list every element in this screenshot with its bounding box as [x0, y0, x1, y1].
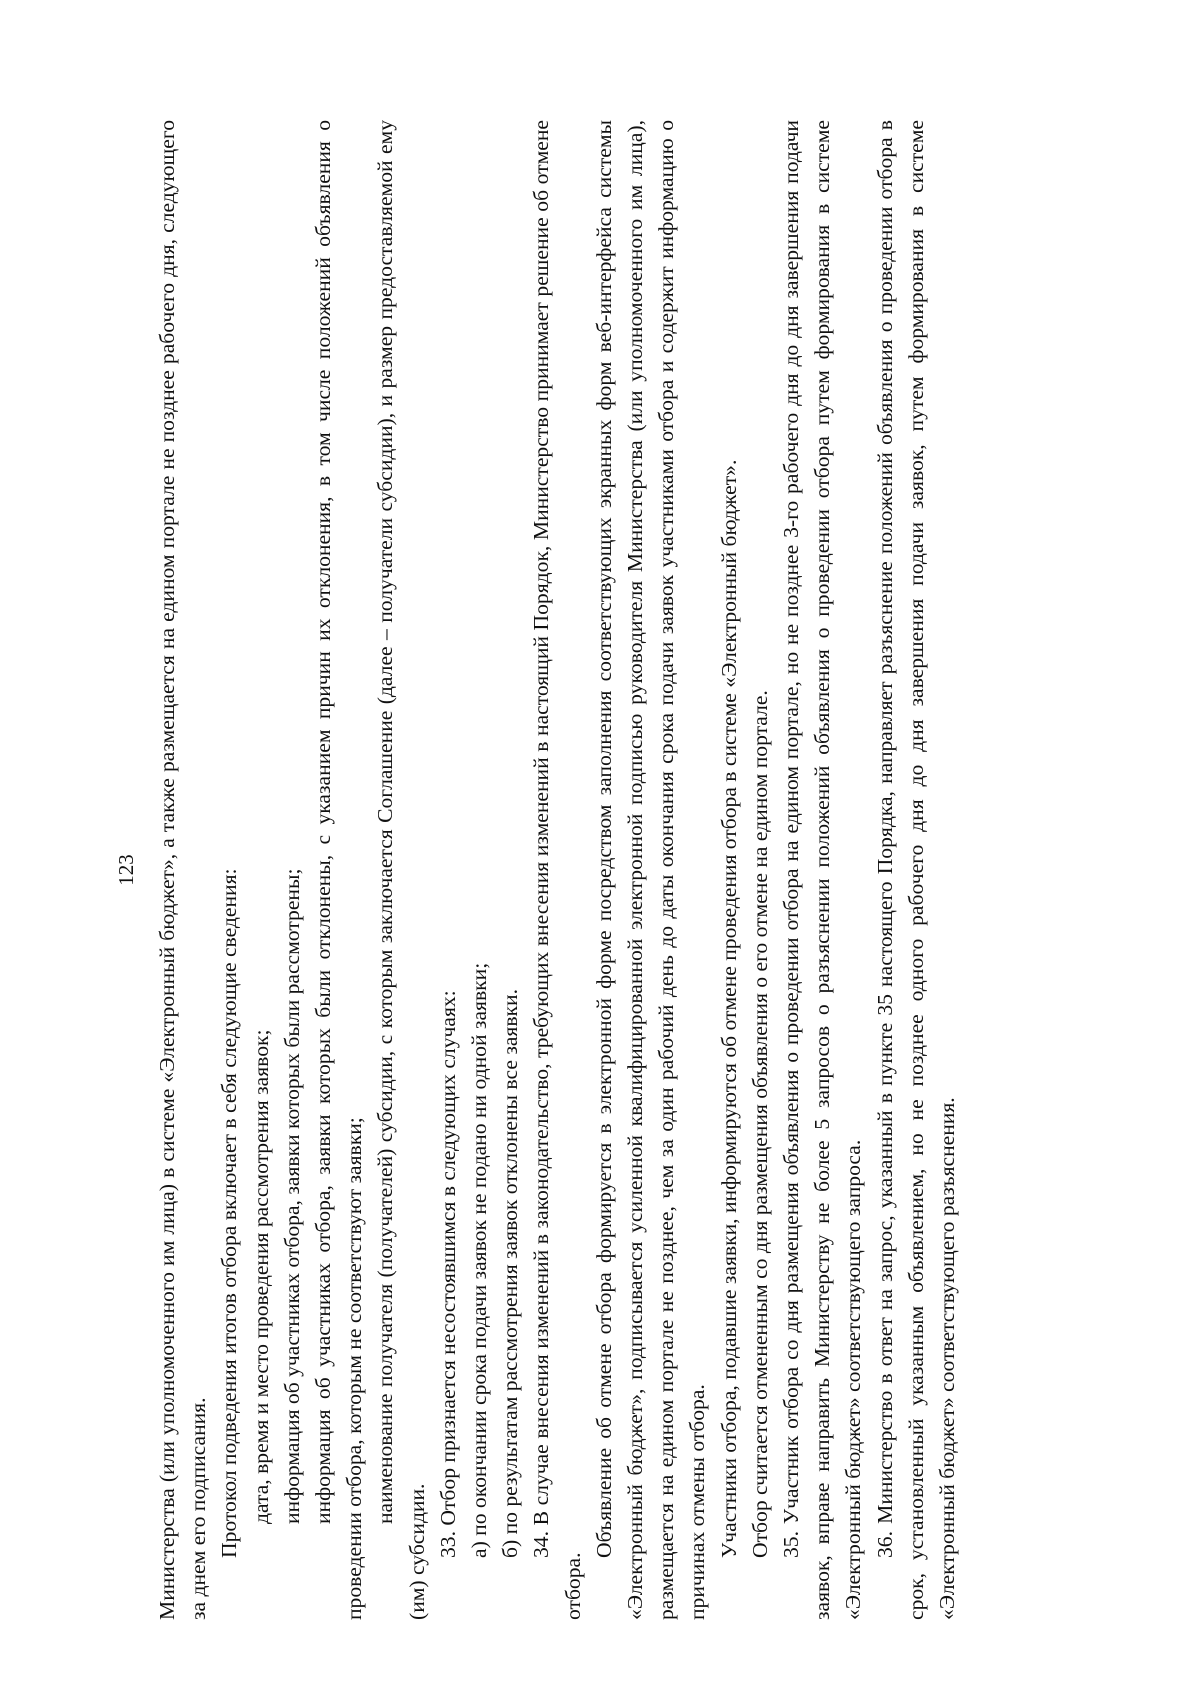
paragraph-rejected-info: информация об участниках отбора, заявки которых были отклонены, с указанием причин их отклонения, в том числе положений объявления о проведении отбора, которым не соответствуют заявки; — [311, 120, 367, 1620]
paragraph-cancel-notice: Объявление об отмене отбора формируется в электронной форме посредством заполнения соответствующих экранных форм веб-интерфейса системы «Электронный бюджет», подписывается усиленной квалифицированной электронной подписью руководителя Министерства (или уполномоченного им лица), размещается на едином портале не позднее, чем за один рабочий день до даты окончания срока подачи заявок участниками отбора и содержит информацию о причинах отмены отбора. — [591, 120, 710, 1620]
paragraph-date-time: дата, время и место проведения рассмотрения заявок; — [248, 1029, 273, 1524]
paragraph-item-35: 35. Участник отбора со дня размещения объявления о проведении отбора на едином портале, но не позднее 3-го рабочего дня до дня завершения подачи заявок, вправе направить Министерству не более 5 запросов о разъяснении положений объявления о проведении отбора путем формирования в системе «Электронный бюджет» соответствующего запроса. — [779, 120, 866, 1620]
paragraph-protocol-intro: Протокол подведения итогов отбора включает в себя следующие сведения: — [217, 868, 242, 1558]
rotated-text-block — [110, 120, 1070, 1620]
paragraph-item-34: 34. В случае внесения изменений в законодательство, требующих внесения изменений в настоящий Порядок, Министерство принимает решение об отмене отбора. — [529, 120, 585, 1620]
paragraph-recipient-name: наименование получателя (получателей) субсидии, с которым заключается Соглашение (далее – получатели субсидии), и размер предоставляемой ему (им) субсидии. — [373, 120, 429, 1620]
paragraph-item-33a: а) по окончании срока подачи заявок не подано ни одной заявки; — [467, 962, 492, 1558]
page-number: 123 — [114, 854, 138, 886]
paragraph-item-33b: б) по результатам рассмотрения заявок отклонены все заявки. — [498, 988, 523, 1558]
paragraph-continuation: Министерства (или уполномоченного им лица) в системе «Электронный бюджет», а также размещается на едином портале не позднее рабочего дня, следующего за днем его подписания. — [155, 120, 211, 1620]
paragraph-item-36: 36. Министерство в ответ на запрос, указанный в пункте 35 настоящего Порядка, направляет разъяснение положений объявления о проведении отбора в срок, установленный указанным объявлением, но не позднее одного рабочего дня до дня завершения подачи заявок, путем формирования в системе «Электронный бюджет» соответствующего разъяснения. — [872, 120, 960, 1620]
paragraph-reviewed-info: информация об участниках отбора, заявки которых были рассмотрены; — [279, 868, 304, 1524]
paragraph-cancel-effective: Отбор считается отмененным со дня размещения объявления о его отмене на едином портале. — [747, 690, 772, 1558]
paragraph-item-33: 33. Отбор признается несостоявшимся в следующих случаях: — [435, 990, 460, 1558]
paragraph-participants-informed: Участники отбора, подавшие заявки, информируются об отмене проведения отбора в системе «Электронный бюджет». — [716, 459, 741, 1558]
document-body — [152, 120, 963, 1620]
